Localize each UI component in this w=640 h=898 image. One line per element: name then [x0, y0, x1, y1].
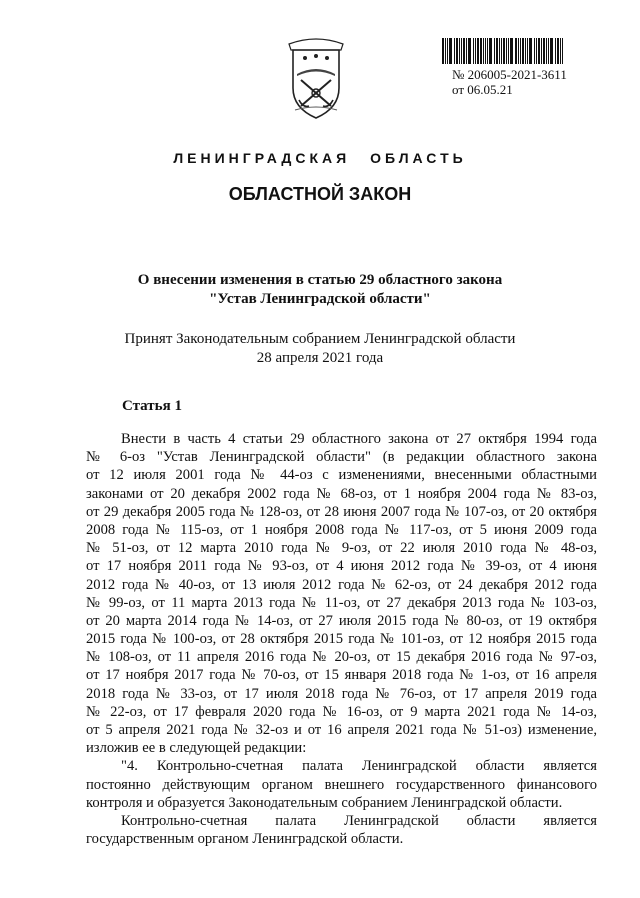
body-line: законами от 20 декабря 2002 года № 68-оз, от 1 ноября 2004 года № 83-оз, — [86, 485, 597, 502]
coat-of-arms-emblem — [285, 36, 347, 120]
adoption-line: Принят Законодательным собранием Ленинградской области — [124, 331, 516, 347]
barcode-bar — [489, 38, 492, 64]
region-heading: ЛЕНИНГРАДСКАЯ ОБЛАСТЬ — [173, 150, 467, 166]
body-line: от 20 марта 2014 года № 14-оз, от 27 июля 2015 года № 80-оз, от 19 октября — [86, 612, 597, 629]
document-type-heading: ОБЛАСТНОЙ ЗАКОН — [228, 184, 412, 204]
adoption-statement — [0, 330, 640, 368]
barcode-bar — [515, 38, 517, 64]
barcode-bar — [541, 38, 542, 64]
barcode-bar — [527, 38, 528, 64]
quoted-line: "4. Контрольно-счетная палата Ленинградской области является — [121, 758, 597, 775]
barcode-bar — [560, 38, 561, 64]
barcode-bar — [480, 38, 482, 64]
law-title — [0, 271, 640, 309]
law-title-line: "Устав Ленинградской области" — [209, 291, 431, 307]
barcode-bar — [518, 38, 519, 64]
barcode-bar — [525, 38, 526, 64]
registration-date: от 06.05.21 — [452, 82, 513, 97]
barcode-bar — [555, 38, 556, 64]
barcode-bar — [550, 38, 553, 64]
quoted-line: государственным органом Ленинградской области. — [86, 831, 404, 848]
body-line: от 5 апреля 2021 года № 32-оз и от 16 апреля 2021 года № 51-оз) изменение, — [86, 722, 597, 738]
body-line: 2008 года № 115-оз, от 1 ноября 2008 года № 117-оз, от 5 июня 2009 года — [86, 521, 597, 538]
body-line: № 22-оз, от 17 февраля 2020 года № 16-оз, от 9 марта 2021 года № 14-оз, — [86, 703, 597, 720]
barcode-bar — [548, 38, 549, 64]
barcode-bar — [442, 38, 444, 64]
barcode-bar — [475, 38, 476, 64]
body-line: № 51-оз, от 12 марта 2010 года № 9-оз, от 22 июля 2010 года № 48-оз, — [86, 540, 597, 557]
barcode-bar — [496, 38, 498, 64]
body-line: Внести в часть 4 статьи 29 областного закона от 27 октября 1994 года — [121, 431, 597, 447]
barcode-bar — [562, 38, 563, 64]
barcode-bar — [501, 38, 502, 64]
barcode-bar — [473, 38, 474, 64]
barcode-bar — [546, 38, 547, 64]
barcode-bar — [459, 38, 460, 64]
barcode-bar — [468, 38, 471, 64]
barcode-bar — [456, 38, 458, 64]
barcode-bar — [445, 38, 446, 64]
body-line: № 6-оз "Устав Ленинградской области" (в редакции областного закона — [86, 449, 597, 466]
barcode-bar — [536, 38, 537, 64]
body-line: № 99-оз, от 11 марта 2013 года № 11-оз, от 27 декабря 2013 года № 103-оз, — [86, 594, 597, 611]
barcode-bar — [522, 38, 524, 64]
quoted-line: постоянно действующим органом внешнего государственного финансового — [86, 776, 597, 793]
quoted-line: контроля и образуется Законодательным собранием Ленинградской области. — [86, 794, 563, 811]
barcode-bar — [485, 38, 486, 64]
registration-number: № 206005-2021-3611 — [452, 67, 567, 82]
barcode-bar — [463, 38, 465, 64]
barcode-bar — [447, 38, 448, 64]
barcode-bar — [449, 38, 452, 64]
body-line: от 12 июля 2001 года № 44-оз с изменениями, внесенными областными — [86, 467, 597, 484]
article-body — [86, 430, 597, 848]
barcode-bar — [487, 38, 488, 64]
body-line: изложив ее в следующей редакции: — [86, 740, 307, 757]
barcode-bar — [494, 38, 495, 64]
barcode-bar — [483, 38, 484, 64]
body-line: 2012 года № 40-оз, от 13 июля 2012 года № 62-оз, от 24 декабря 2012 года — [86, 576, 597, 593]
adoption-line: 28 апреля 2021 года — [256, 350, 384, 366]
body-line: от 17 ноября 2011 года № 93-оз, от 4 июня 2012 года № 39-оз, от 4 июня — [86, 558, 597, 575]
body-line: от 17 ноября 2017 года № 70-оз, от 15 января 2018 года № 1-оз, от 16 апреля — [86, 667, 597, 684]
barcode-bar — [508, 38, 509, 64]
barcode-bar — [466, 38, 467, 64]
body-line: 2015 года № 100-оз, от 28 октября 2015 года № 101-оз, от 12 ноября 2015 года — [86, 631, 597, 648]
barcode — [442, 38, 594, 64]
barcode-bar — [529, 38, 532, 64]
barcode-bar — [461, 38, 462, 64]
article-heading: Статья 1 — [122, 398, 182, 414]
barcode-bar — [506, 38, 507, 64]
barcode-bar — [534, 38, 535, 64]
barcode-bar — [510, 38, 513, 64]
barcode-bar — [477, 38, 479, 64]
barcode-bar — [503, 38, 505, 64]
body-line: 2018 года № 33-оз, от 17 июля 2018 года № 76-оз, от 17 апреля 2019 года — [86, 685, 597, 702]
barcode-bar — [454, 38, 455, 64]
body-line: от 29 декабря 2005 года № 128-оз, от 28 июня 2007 года № 107-оз, от 20 октября — [86, 503, 597, 520]
barcode-bar — [543, 38, 545, 64]
barcode-bar — [557, 38, 559, 64]
quoted-line: Контрольно-счетная палата Ленинградской области является — [121, 812, 597, 829]
barcode-bar — [538, 38, 540, 64]
law-title-line: О внесении изменения в статью 29 областного закона — [137, 272, 503, 288]
registration-stamp — [452, 67, 567, 97]
barcode-bar — [520, 38, 521, 64]
barcode-bar — [499, 38, 500, 64]
body-line: № 108-оз, от 11 апреля 2016 года № 20-оз, от 15 декабря 2016 года № 97-оз, — [86, 649, 597, 666]
